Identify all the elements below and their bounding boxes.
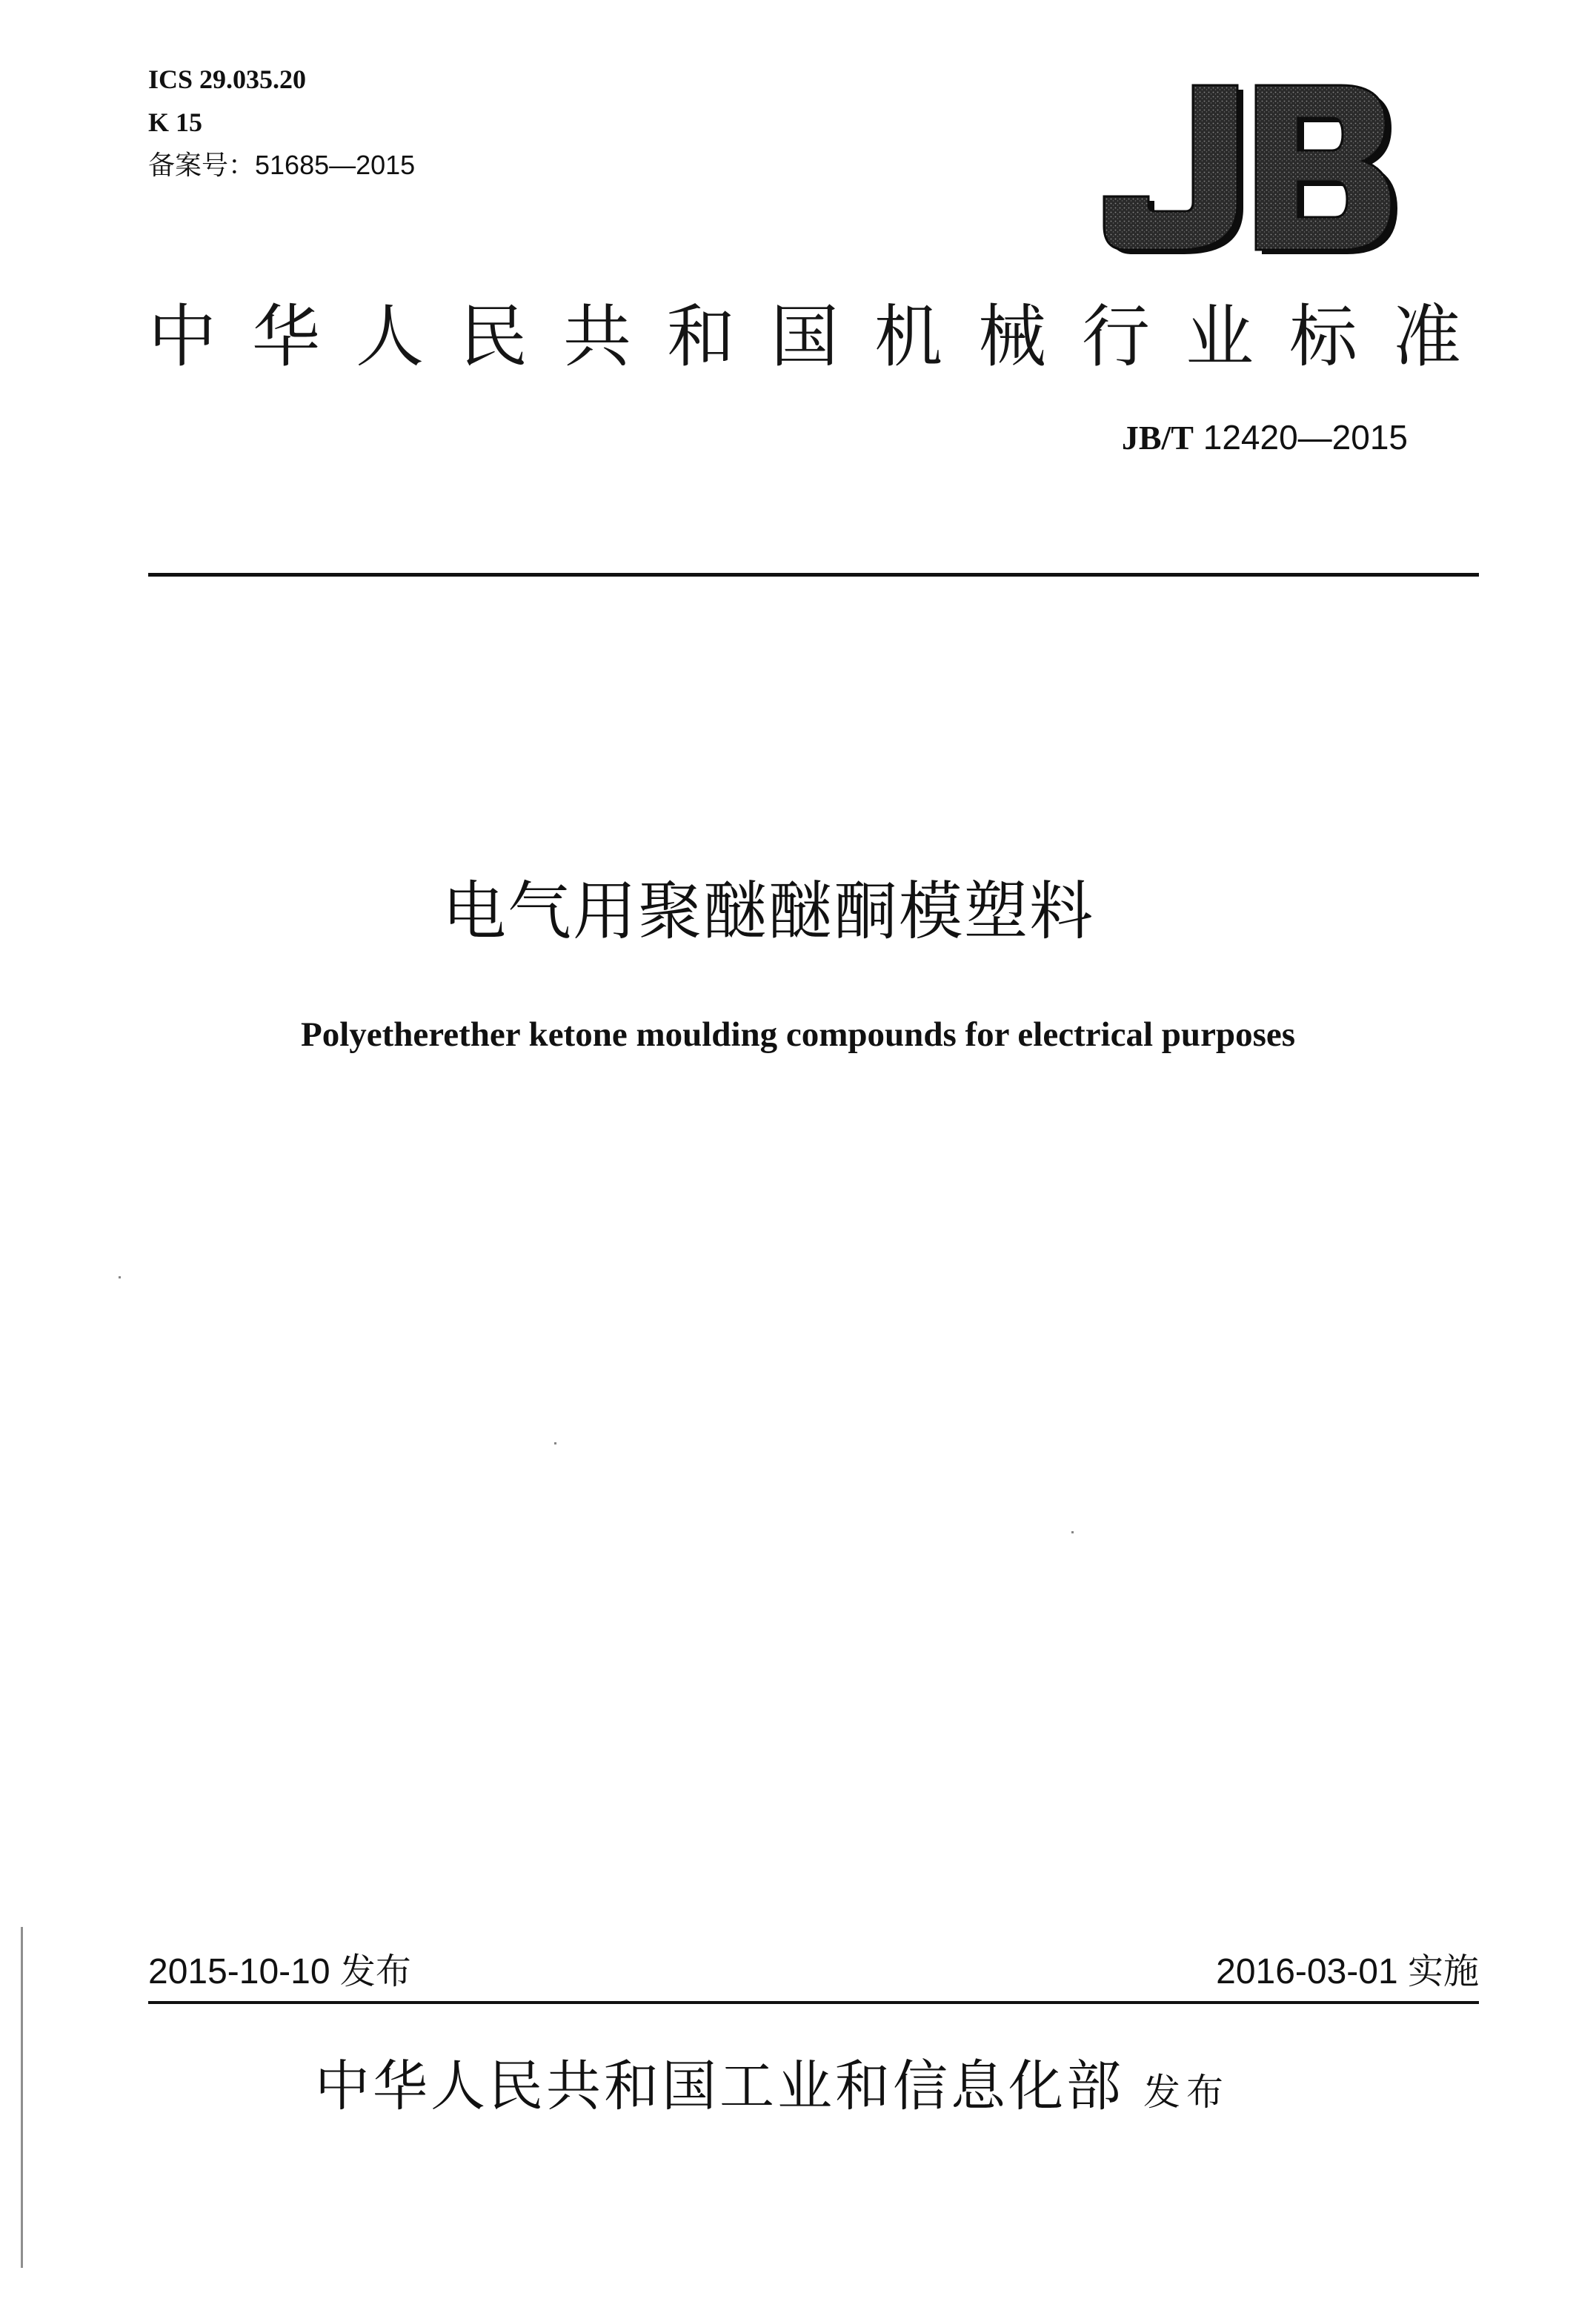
scan-edge-mark [21, 1927, 23, 2268]
bottom-divider [148, 2001, 1479, 2004]
issuing-organization: 中华人民共和国工业和信息化部 [315, 2054, 1124, 2118]
implement-date: 2016-03-01 实施 [1216, 1952, 1479, 1991]
standard-number [1122, 415, 1408, 460]
jb-logo-icon [1097, 78, 1400, 256]
standard-number-value: 12420—2015 [1203, 418, 1408, 457]
scan-speck [119, 1276, 121, 1278]
publish-date: 2015-10-10 发布 [148, 1952, 411, 1991]
classification-block [148, 58, 415, 187]
english-title: Polyetherether ketone moulding compounds for electrical purposes [300, 1015, 1296, 1054]
ccs-code: K 15 [148, 107, 203, 137]
issuer-line [0, 2046, 1596, 2133]
issue-action: 发布 [1143, 2071, 1229, 2114]
top-divider [148, 573, 1479, 577]
standard-category-title: 中华人民共和国机械行业标准 [148, 297, 1497, 376]
chinese-title: 电气用聚醚醚酮模塑料 [442, 875, 1094, 949]
date-row [148, 1948, 1479, 2000]
scan-speck [1071, 1531, 1074, 1533]
filing-number: 备案号：51685—2015 [148, 150, 416, 180]
ics-code: ICS 29.035.20 [148, 64, 307, 94]
standard-number-prefix: JB/T [1121, 419, 1194, 457]
jb-logo [1097, 78, 1400, 256]
scan-speck [554, 1442, 556, 1444]
